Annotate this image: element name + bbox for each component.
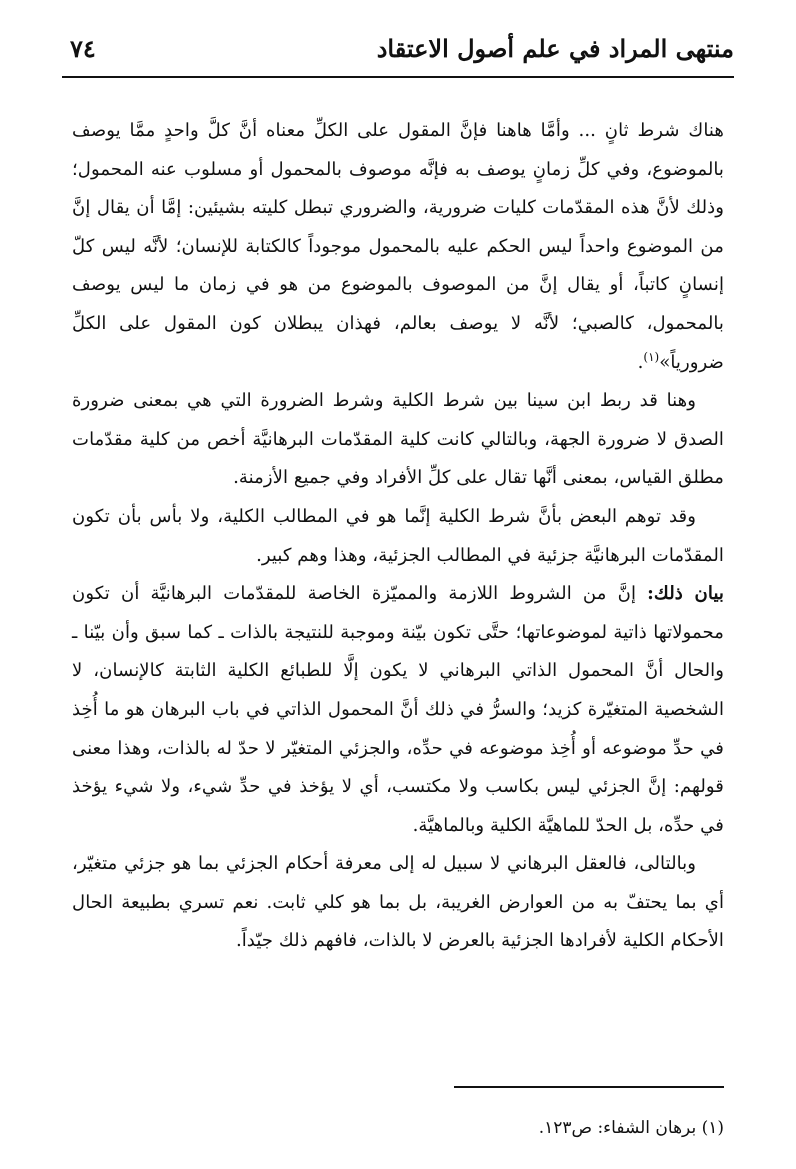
paragraph-2-text: وهنا قد ربط ابن سينا بين شرط الكلية وشرط الضرورة التي هي بمعنى ضرورة الصدق لا ضرورة الجهة، وبالتالي كانت كلية المقدّمات البرهانيَّة أخص من كلية مقدّمات مطلق القياس، بمعنى أنَّها تقال على كلِّ الأفراد وفي جميع الأزمنة. (72, 390, 724, 489)
paragraph-5 (72, 845, 724, 961)
paragraph-1-text: هناك شرط ثانٍ ... وأمَّا هاهنا فإنَّ المقول على الكلِّ معناه أنَّ كلَّ واحدٍ ممَّا يوصف بالموضوع، وفي كلِّ زمانٍ يوصف به فإنَّه موصوف بالمحمول أو مسلوب عنه المحمول؛ وذلك لأنَّ هذه المقدّمات كليات ضرورية، والضروري تبطل كليته بشيئين: إمَّا أن يقال إنَّ من الموضوع واحداً ليس الحكم عليه بالمحمول موجوداً كالكتابة للإنسان؛ لأنَّه ليس كلّ إنسانٍ كاتباً، أو يقال إنَّ من الموصوف بالموضوع من هو في زمان ما ليس يوصف بالمحمول، كالصبي؛ لأنَّه لا يوصف بعالم، فهذان يبطلان كون المقول على الكلِّ ضرورياً» (72, 120, 724, 373)
paragraph-4 (72, 575, 724, 845)
running-header (62, 28, 734, 78)
paragraph-4-lead: بيان ذلك: (647, 583, 724, 605)
paragraph-2 (72, 382, 724, 498)
paragraph-4-text: إنَّ من الشروط اللازمة والمميّزة الخاصة للمقدّمات البرهانيَّة أن تكون محمولاتها ذاتية لموضوعاتها؛ حتَّى تكون بيّنة وموجبة للنتيجة بالذات ـ كما سبق وأن بيّنا ـ والحال أنَّ المحمول الذاتي البرهاني لا يكون إلَّا للطبائع الكلية الثابتة كالإنسان، لا الشخصية المتغيّرة كزيد؛ والسرُّ في ذلك أنَّ المحمول الذاتي في باب البرهان هو ما أُخِذ في حدِّ موضوعه أو أُخِذ موضوعه في حدِّه، والجزئي المتغيّر لا حدّ له بالذات، وهذا معنى قولهم: إنَّ الجزئي ليس بكاسب ولا مكتسب، أي لا يؤخذ في حدِّ شيء، ولا شيء يؤخذ في حدِّه، بل الحدّ للماهيَّة الكلية وبالماهيَّة. (72, 583, 724, 836)
paragraph-3 (72, 498, 724, 575)
paragraph-5-text: وبالتالى، فالعقل البرهاني لا سبيل له إلى معرفة أحكام الجزئي بما هو جزئي متغيّر، أي بما يحتفّ به من العوارض الغريبة، بل بما هو كلي ثابت. نعم تسري بطبيعة الحال الأحكام الكلية لأفرادها الجزئية بالعرض لا بالذات، فافهم ذلك جيّداً. (72, 853, 724, 952)
footnote-ref: (١) (643, 349, 660, 364)
paragraph-1 (72, 112, 724, 382)
body-text (72, 112, 724, 961)
paragraph-1-tail: . (637, 351, 644, 373)
paragraph-3-text: وقد توهم البعض بأنَّ شرط الكلية إنَّما هو في المطالب الكلية، ولا بأس بأن تكون المقدّمات البرهانيَّة جزئية في المطالب الجزئية، وهذا وهم كبير. (72, 505, 724, 566)
footnote-divider (454, 1086, 724, 1088)
footnote: (١) برهان الشفاء: ص١٢٣. (538, 1118, 724, 1138)
book-title: منتهى المراد في علم أصول الاعتقاد (376, 34, 734, 63)
page-number: ٧٤ (70, 34, 96, 63)
